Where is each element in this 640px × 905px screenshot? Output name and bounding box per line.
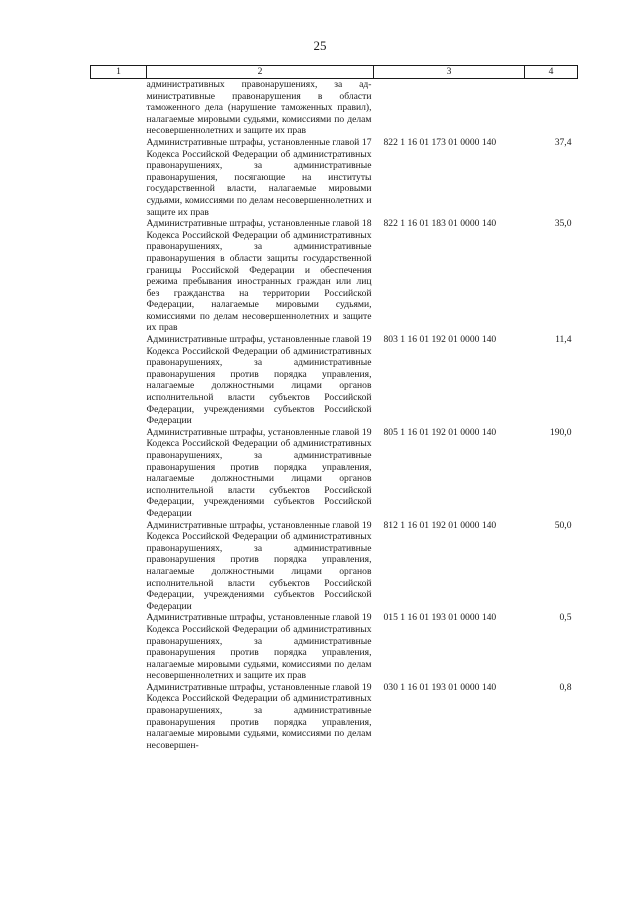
row-code: 812 1 16 01 192 01 0000 140 xyxy=(383,519,497,531)
row-code: 805 1 16 01 192 01 0000 140 xyxy=(383,426,497,438)
table-row xyxy=(91,520,578,613)
row-description: административных правонарушениях, за административные правонарушения в области таможенного дела (нарушение таможенных правил), налагаемые мировыми судьями, комиссиями по делам несовершеннолетних и защите их прав xyxy=(146,79,372,137)
table-row xyxy=(91,79,578,137)
table-row xyxy=(91,137,578,218)
row-amount: 50,0 xyxy=(554,519,572,531)
row-description: Административные штрафы, установленные главой 17 Кодекса Российской Федерации об административных правонарушениях, за административные правонарушения, посягающие на институты государственной власти, налагаемые мировыми судьями, комиссиями по делам несовершеннолетних и защите их прав xyxy=(146,136,372,218)
row-code: 822 1 16 01 173 01 0000 140 xyxy=(383,136,497,148)
column-header-2: 2 xyxy=(147,66,374,79)
row-description: Административные штрафы, установленные главой 19 Кодекса Российской Федерации об административных правонарушениях, за административные правонарушения против порядка управления, налагаемые должностными лицами органов исполнительной власти субъектов Российской Федерации, учреждениями субъектов Российской Федерации xyxy=(146,426,372,519)
table-row xyxy=(91,427,578,520)
table-row xyxy=(91,682,578,752)
row-description: Административные штрафы, установленные главой 19 Кодекса Российской Федерации об административных правонарушениях, за административные правонарушения против порядка управления, налагаемые мировыми судьями, комиссиями по делам несовершен- xyxy=(146,681,372,751)
row-amount: 0,5 xyxy=(559,612,572,624)
row-amount xyxy=(525,79,578,137)
row-amount: 0,8 xyxy=(559,681,572,693)
column-header-3: 3 xyxy=(374,66,525,79)
row-code xyxy=(374,79,525,137)
budget-table xyxy=(90,65,578,751)
table-row xyxy=(91,612,578,682)
column-header-4: 4 xyxy=(525,66,578,79)
row-amount: 37,4 xyxy=(554,136,572,148)
row-description: Административные штрафы, установленные главой 19 Кодекса Российской Федерации об административных правонарушениях, за административные правонарушения против порядка управления, налагаемые должностными лицами органов исполнительной власти субъектов Российской Федерации, учреждениями субъектов Российской Федерации xyxy=(146,519,372,612)
row-code: 803 1 16 01 192 01 0000 140 xyxy=(383,334,497,346)
row-code: 822 1 16 01 183 01 0000 140 xyxy=(383,218,497,230)
row-code: 030 1 16 01 193 01 0000 140 xyxy=(383,681,497,693)
page-number: 25 xyxy=(313,38,327,53)
row-amount: 35,0 xyxy=(554,218,572,230)
column-header-row xyxy=(91,66,578,79)
row-description: Административные штрафы, установленные главой 19 Кодекса Российской Федерации об административных правонарушениях, за административные правонарушения против порядка управления, налагаемые мировыми судьями, комиссиями по делам несовершеннолетних и защите их прав xyxy=(146,612,372,682)
row-code: 015 1 16 01 193 01 0000 140 xyxy=(383,612,497,624)
row-amount: 11,4 xyxy=(555,334,572,346)
table-row xyxy=(91,218,578,334)
row-amount: 190,0 xyxy=(549,426,572,438)
row-description: Административные штрафы, установленные главой 18 Кодекса Российской Федерации об административных правонарушениях, за административные правонарушения в области защиты государственной границы Российской Федерации и обеспечения режима пребывания иностранных граждан или лиц без гражданства на территории Российской Федерации, налагаемые мировыми судьями, комиссиями по делам несовершеннолетних и защите их прав xyxy=(146,218,372,334)
row-description: Административные штрафы, установленные главой 19 Кодекса Российской Федерации об административных правонарушениях, за административные правонарушения против порядка управления, налагаемые должностными лицами органов исполнительной власти субъектов Российской Федерации, учреждениями субъектов Российской Федерации xyxy=(146,334,372,427)
column-header-1: 1 xyxy=(91,66,147,79)
table-row xyxy=(91,334,578,427)
